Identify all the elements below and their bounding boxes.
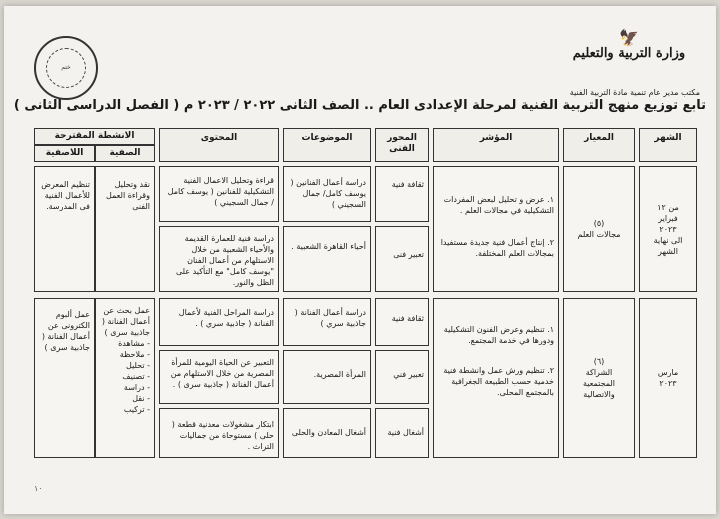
page-number: ١٠ <box>34 484 43 493</box>
row1-axis-2: تعبير فنى <box>375 226 429 292</box>
row2-indicator <box>433 298 559 458</box>
row2-indicator-1: ١. تنظيم وعرض الفنون التشكيلية ودورها في خدمة المجتمع. <box>443 325 554 345</box>
row1-indicator-2: ٢. إنتاج أعمال فنية جديدة مستفيدا بمجالات العلم المختلفة. <box>440 238 554 258</box>
row1-month: من ١٢ فبراير ٢٠٢٣ الى نهاية الشهر <box>639 166 697 292</box>
header-indicator: المؤشر <box>433 128 559 162</box>
row2-topics-3: أشغال المعادن والحلى <box>283 408 371 458</box>
row2-extracurricular: عمل ألبوم الكترونى عن أعمال الفنانة ( جاذبية سرى ) <box>34 298 95 458</box>
row2-content-3: ابتكار مشغولات معدنية قطعة ( حلى ) مستوحاة من جماليات التراث . <box>159 408 279 458</box>
row2-topics-2: المرأة المصرية. <box>283 350 371 404</box>
header-topics: الموضوعات <box>283 128 371 162</box>
row2-axis-2: تعبير فني <box>375 350 429 404</box>
curriculum-table <box>34 128 697 460</box>
document-page <box>4 6 716 514</box>
row1-indicator <box>433 166 559 292</box>
row2-content-1: دراسة المراحل الفنية لأعمال الفنانة ( جاذبية سري ) . <box>159 298 279 346</box>
row1-content-2: دراسة فنية للعمارة القديمة والأحياء الشعبية من خلال الاستلهام من أعمال الفنان "يوسف كامل" مع التأكيد على الظل والنور. <box>159 226 279 292</box>
seal-inner: ختم <box>46 48 86 88</box>
row1-axis-1: ثقافة فنية <box>375 166 429 222</box>
row2-topics-1: دراسة أعمال الفنانة ( جاذبية سري ) <box>283 298 371 346</box>
row1-topics-2: أحياء القاهرة الشعبية . <box>283 226 371 292</box>
page-title: تابع توزيع منهج التربية الفنية لمرحلة الإعدادى العام .. الصف الثانى ٢٠٢٢ / ٢٠٢٣ م ( الفصل الدراسى الثانى ) <box>13 98 707 113</box>
row2-month: مارس ٢٠٢٣ <box>639 298 697 458</box>
header-content: المحتوى <box>159 128 279 162</box>
seal-icon <box>34 36 98 100</box>
row1-topics-1: دراسة أعمال الفنانين ( يوسف كامل/ جمال السجيني ) <box>283 166 371 222</box>
row2-content-2: التعبير عن الحياة اليومية للمرأة المصرية من خلال الاستلهام من أعمال الفنانة ( جاذبية سرى ) . <box>159 350 279 404</box>
header-extracurricular: اللاصفية <box>34 145 95 162</box>
row2-classroom: عمل بحث عن أعمال الفنانة ( جاذبية سرى ) - مشاهدة - ملاحظة - تحليل - تصنيف - دراسة - نقل - تركيب <box>95 298 155 458</box>
header-month: الشهر <box>639 128 697 162</box>
office-line: مكتب مدير عام تنمية مادة التربية الفنية <box>569 88 700 97</box>
ministry-header <box>564 30 694 61</box>
row1-extracurricular: تنظيم المعرض للأعمال الفنية فى المدرسة. <box>34 166 95 292</box>
header-classroom: الصفية <box>95 145 155 162</box>
header-standard: المعيار <box>563 128 635 162</box>
row2-indicator-2: ٢. تنظيم ورش عمل وانشطة فنية خدمية حسب الطبيعة الجغرافية بالمجتمع المحلى. <box>443 366 554 397</box>
row2-standard: (٦) الشراكة المجتمعية والاتصالية <box>563 298 635 458</box>
ministry-logo-text: وزارة التربية والتعليم <box>572 46 686 61</box>
row1-indicator-1: ١. عرض و تحليل لبعض المفردات التشكيلية في مجالات العلم . <box>443 195 554 215</box>
row2-axis-1: ثقافة فنية <box>375 298 429 346</box>
row1-standard: (٥) مجالات العلم <box>563 166 635 292</box>
row1-content-1: قراءة وتحليل الاعمال الفنية التشكيلية للفنانين ( يوسف كامل / جمال السجيني ) <box>159 166 279 222</box>
row1-classroom: نقد وتحليل وقراءة العمل الفنى <box>95 166 155 292</box>
header-activities: الانشطة المقترحة <box>34 128 155 145</box>
eagle-emblem-icon: 🦅 <box>619 28 639 47</box>
row2-axis-3: أشغال فنية <box>375 408 429 458</box>
header-axis: المحور الفنى <box>375 128 429 162</box>
